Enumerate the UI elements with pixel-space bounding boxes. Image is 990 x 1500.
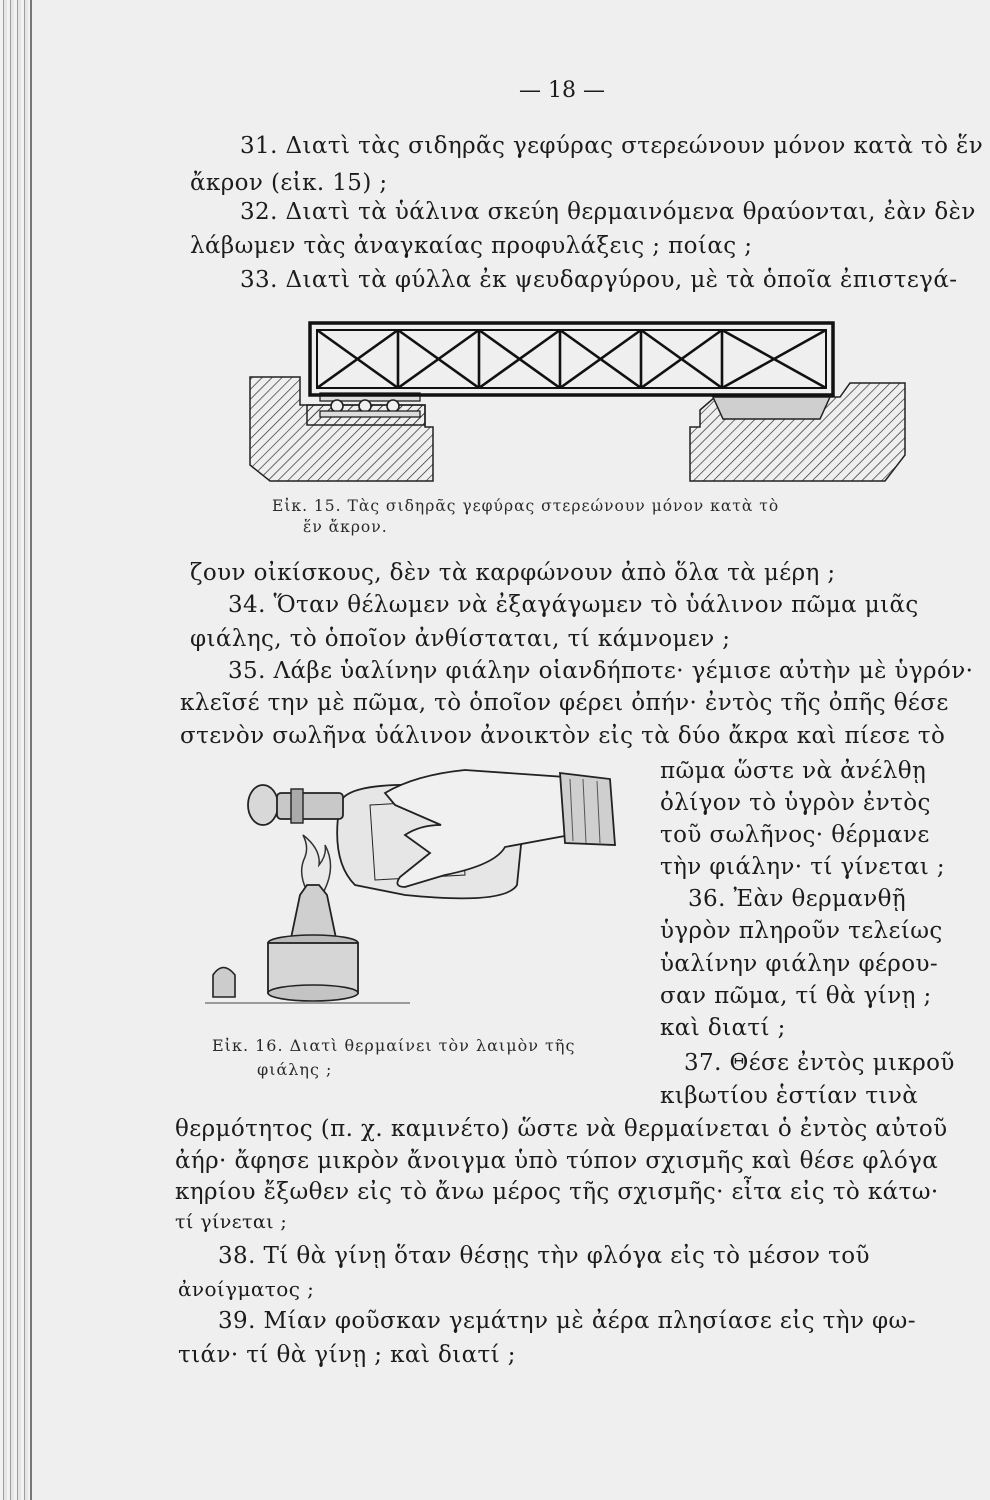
figure-15-caption-line-1: Εἰκ. 15. Τὰς σιδηρᾶς γεφύρας στερεώνουν μόνον κατὰ τὸ [272, 497, 780, 515]
question-33-line-2: ζουν οἰκίσκους, δὲν τὰ καρφώνουν ἀπὸ ὅλα τὰ μέρη ; [190, 560, 836, 586]
roller [387, 400, 399, 412]
figure-15-caption-line-2: ἕν ἄκρον. [303, 518, 388, 536]
truss-bracing [317, 330, 826, 388]
sleeve-cuff [560, 773, 615, 845]
figure-16-caption-line-2: φιάλης ; [257, 1060, 333, 1079]
question-38-line-1: 38. Τί θὰ γίνῃ ὅταν θέσῃς τὴν φλόγα εἰς τὸ μέσον τοῦ [218, 1243, 870, 1269]
question-37-line-6: τί γίνεται ; [175, 1211, 288, 1233]
figure-15-bridge-illustration [245, 315, 910, 485]
question-35-line-6: τοῦ σωλῆνος· θέρμανε [660, 822, 930, 848]
question-35-line-1: 35. Λάβε ὑαλίνην φιάλην οἱανδήποτε· γέμισε αὐτὴν μὲ ὑγρόν· [228, 658, 974, 684]
question-36-line-2: ὑγρὸν πληροῦν τελείως [660, 918, 943, 944]
question-32-line-1: 32. Διατὶ τὰ ὑάλινα σκεύη θερμαινόμενα θραύονται, ἐὰν δὲν [240, 199, 976, 225]
right-bearing-block [713, 397, 830, 419]
bottle-stopper-knob [248, 785, 278, 825]
question-35-line-2: κλεῖσέ την μὲ πῶμα, τὸ ὁποῖον φέρει ὀπήν· ἐντὸς τῆς ὀπῆς θέσε [180, 690, 949, 716]
question-36-line-5: καὶ διατί ; [660, 1015, 786, 1041]
question-37-line-3: θερμότητος (π. χ. καμινέτο) ὥστε νὰ θερμαίνεται ὁ ἐντὸς αὐτοῦ [175, 1116, 948, 1142]
question-35-line-4: πῶμα ὥστε νὰ ἀνέλθῃ [660, 758, 927, 784]
question-32-line-2: λάβωμεν τὰς ἀναγκαίας προφυλάξεις ; ποίας ; [190, 233, 753, 259]
question-39-line-2: τιάν· τί θὰ γίνῃ ; καὶ διατί ; [178, 1342, 516, 1368]
question-36-line-4: σαν πῶμα, τί θὰ γίνῃ ; [660, 983, 932, 1009]
question-31-line-2: ἄκρον (εἰκ. 15) ; [190, 170, 388, 196]
page-number: — 18 — [519, 78, 605, 103]
roller [359, 400, 371, 412]
question-38-line-2: ἀνοίγματος ; [178, 1277, 315, 1301]
lamp-cap [213, 968, 235, 998]
question-35-line-5: ὀλίγον τὸ ὑγρὸν ἐντὸς [660, 790, 931, 816]
question-36-line-1: 36. Ἐὰν θερμανθῇ [688, 886, 907, 912]
truss-frame [310, 323, 833, 395]
question-39-line-1: 39. Μίαν φοῦσκαν γεμάτην μὲ ἀέρα πλησίασε εἰς τὴν φω- [218, 1308, 916, 1334]
question-34-line-2: φιάλης, τὸ ὁποῖον ἀνθίσταται, τί κάμνομεν ; [190, 626, 731, 652]
question-37-line-4: ἀήρ· ἄφησε μικρὸν ἄνοιγμα ὑπὸ τύπον σχισμῆς καὶ θέσε φλόγα [175, 1148, 939, 1174]
bottle-neck [277, 793, 343, 819]
question-36-line-3: ὑαλίνην φιάλην φέρου- [660, 951, 939, 977]
question-33-line-1: 33. Διατὶ τὰ φύλλα ἐκ ψευδαργύρου, μὲ τὰ ὁποῖα ἐπιστεγά- [240, 267, 958, 293]
question-37-line-2: κιβωτίου ἑστίαν τινὰ [660, 1083, 919, 1109]
roller [331, 400, 343, 412]
question-37-line-1: 37. Θέσε ἐντὸς μικροῦ [684, 1050, 955, 1076]
question-35-line-3: στενὸν σωλῆνα ὑάλινον ἀνοικτὸν εἰς τὰ δύο ἄκρα καὶ πίεσε τὸ [180, 723, 946, 749]
question-31-line-1: 31. Διατὶ τὰς σιδηρᾶς γεφύρας στερεώνουν μόνον κατὰ τὸ ἕν [240, 133, 984, 159]
figure-16-caption-line-1: Εἰκ. 16. Διατὶ θερμαίνει τὸν λαιμὸν τῆς [212, 1036, 576, 1055]
figure-16-bottle-heating-illustration [205, 765, 630, 1010]
question-37-line-5: κηρίου ἔξωθεν εἰς τὸ ἄνω μέρος τῆς σχισμῆς· εἶτα εἰς τὸ κάτω· [175, 1179, 939, 1205]
question-35-line-7: τὴν φιάλην· τί γίνεται ; [660, 854, 946, 880]
question-34-line-1: 34. Ὅταν θέλωμεν νὰ ἐξαγάγωμεν τὸ ὑάλινον πῶμα μιᾶς [228, 592, 919, 618]
